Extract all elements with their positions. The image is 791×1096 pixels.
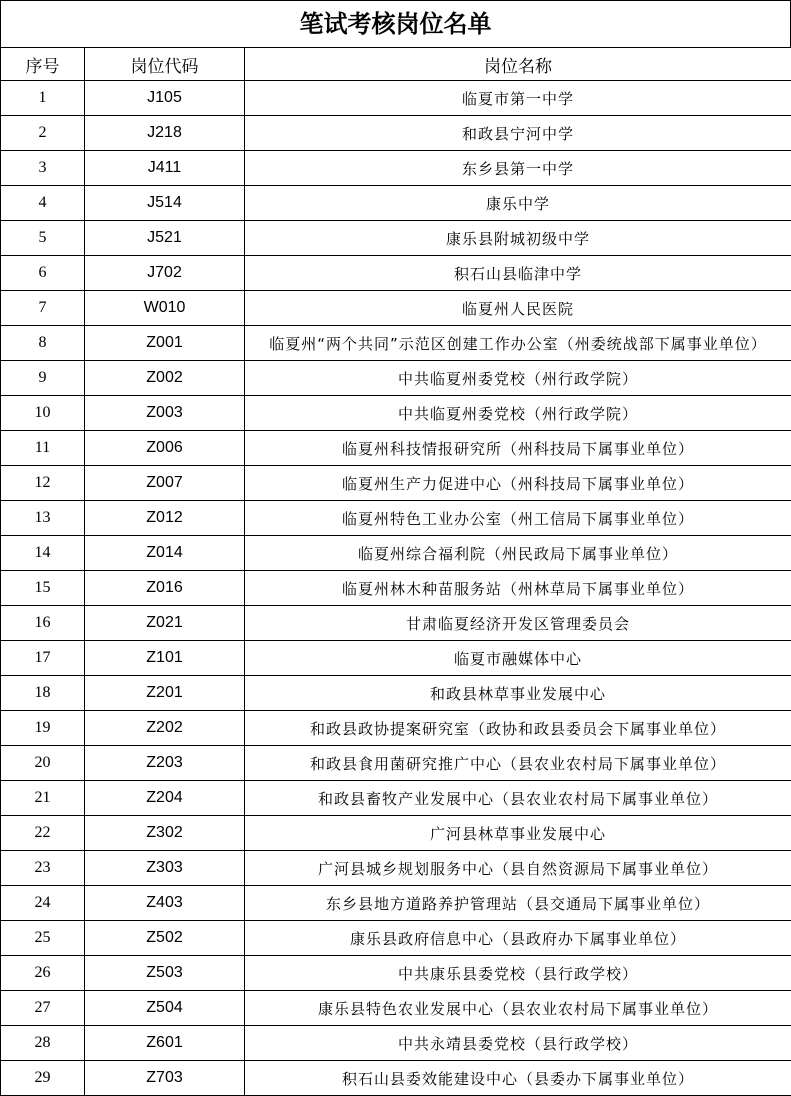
cell-seq: 24: [1, 886, 85, 921]
table-row: [1, 1026, 791, 1061]
cell-code: W010: [85, 291, 245, 326]
cell-seq: 4: [1, 186, 85, 221]
cell-seq: 25: [1, 921, 85, 956]
cell-code: J218: [85, 116, 245, 151]
positions-table: [0, 47, 791, 1096]
table-row: [1, 606, 791, 641]
cell-name: 临夏市融媒体中心: [245, 641, 791, 676]
table-row: [1, 81, 791, 116]
cell-seq: 20: [1, 746, 85, 781]
cell-seq: 5: [1, 221, 85, 256]
cell-name: 广河县林草事业发展中心: [245, 816, 791, 851]
table-row: [1, 956, 791, 991]
table-row: [1, 256, 791, 291]
cell-code: Z703: [85, 1061, 245, 1096]
cell-code: Z201: [85, 676, 245, 711]
cell-seq: 1: [1, 81, 85, 116]
cell-name: 康乐县特色农业发展中心（县农业农村局下属事业单位）: [245, 991, 791, 1026]
table-row: [1, 676, 791, 711]
cell-code: Z012: [85, 501, 245, 536]
cell-name: 临夏州综合福利院（州民政局下属事业单位）: [245, 536, 791, 571]
table-row: [1, 536, 791, 571]
cell-seq: 23: [1, 851, 85, 886]
cell-seq: 9: [1, 361, 85, 396]
cell-name: 临夏州生产力促进中心（州科技局下属事业单位）: [245, 466, 791, 501]
table-row: [1, 431, 791, 466]
cell-seq: 27: [1, 991, 85, 1026]
cell-code: Z303: [85, 851, 245, 886]
cell-name: 康乐中学: [245, 186, 791, 221]
cell-name: 临夏市第一中学: [245, 81, 791, 116]
table-row: [1, 816, 791, 851]
table-row: [1, 116, 791, 151]
cell-code: J411: [85, 151, 245, 186]
cell-seq: 6: [1, 256, 85, 291]
table-row: [1, 221, 791, 256]
cell-name: 临夏州人民医院: [245, 291, 791, 326]
cell-code: Z203: [85, 746, 245, 781]
cell-name: 积石山县临津中学: [245, 256, 791, 291]
cell-name: 中共永靖县委党校（县行政学校）: [245, 1026, 791, 1061]
cell-name: 和政县政协提案研究室（政协和政县委员会下属事业单位）: [245, 711, 791, 746]
cell-seq: 17: [1, 641, 85, 676]
table-row: [1, 501, 791, 536]
header-name: 岗位名称: [245, 48, 791, 81]
table-row: [1, 921, 791, 956]
cell-seq: 7: [1, 291, 85, 326]
cell-name: 中共临夏州委党校（州行政学院）: [245, 361, 791, 396]
table-row: [1, 571, 791, 606]
cell-name: 东乡县第一中学: [245, 151, 791, 186]
cell-code: Z001: [85, 326, 245, 361]
cell-code: Z403: [85, 886, 245, 921]
cell-seq: 29: [1, 1061, 85, 1096]
page-title: 笔试考核岗位名单: [0, 0, 791, 47]
cell-name: 中共康乐县委党校（县行政学校）: [245, 956, 791, 991]
table-row: [1, 396, 791, 431]
cell-code: Z007: [85, 466, 245, 501]
table-row: [1, 291, 791, 326]
cell-code: Z021: [85, 606, 245, 641]
cell-seq: 26: [1, 956, 85, 991]
table-row: [1, 746, 791, 781]
cell-seq: 10: [1, 396, 85, 431]
header-row: [1, 48, 791, 81]
cell-seq: 16: [1, 606, 85, 641]
cell-seq: 15: [1, 571, 85, 606]
table-row: [1, 466, 791, 501]
table-row: [1, 1061, 791, 1096]
cell-code: J521: [85, 221, 245, 256]
cell-name: 和政县林草事业发展中心: [245, 676, 791, 711]
table-row: [1, 186, 791, 221]
cell-code: J514: [85, 186, 245, 221]
cell-name: 康乐县附城初级中学: [245, 221, 791, 256]
cell-name: 东乡县地方道路养护管理站（县交通局下属事业单位）: [245, 886, 791, 921]
cell-name: 和政县宁河中学: [245, 116, 791, 151]
table-row: [1, 711, 791, 746]
table-row: [1, 781, 791, 816]
table-row: [1, 151, 791, 186]
cell-code: Z014: [85, 536, 245, 571]
cell-seq: 21: [1, 781, 85, 816]
cell-seq: 14: [1, 536, 85, 571]
table-row: [1, 641, 791, 676]
cell-seq: 13: [1, 501, 85, 536]
header-seq: 序号: [1, 48, 85, 81]
cell-name: 甘肃临夏经济开发区管理委员会: [245, 606, 791, 641]
cell-code: J702: [85, 256, 245, 291]
cell-code: Z202: [85, 711, 245, 746]
table-row: [1, 886, 791, 921]
cell-code: J105: [85, 81, 245, 116]
cell-seq: 19: [1, 711, 85, 746]
cell-seq: 2: [1, 116, 85, 151]
table-row: [1, 851, 791, 886]
cell-code: Z601: [85, 1026, 245, 1061]
cell-code: Z503: [85, 956, 245, 991]
cell-code: Z204: [85, 781, 245, 816]
cell-name: 临夏州“两个共同”示范区创建工作办公室（州委统战部下属事业单位）: [245, 326, 791, 361]
cell-name: 中共临夏州委党校（州行政学院）: [245, 396, 791, 431]
cell-code: Z502: [85, 921, 245, 956]
header-code: 岗位代码: [85, 48, 245, 81]
table-body: [1, 81, 791, 1096]
cell-seq: 18: [1, 676, 85, 711]
cell-seq: 12: [1, 466, 85, 501]
cell-seq: 3: [1, 151, 85, 186]
cell-code: Z002: [85, 361, 245, 396]
cell-seq: 22: [1, 816, 85, 851]
table-row: [1, 361, 791, 396]
cell-code: Z003: [85, 396, 245, 431]
cell-name: 和政县畜牧产业发展中心（县农业农村局下属事业单位）: [245, 781, 791, 816]
cell-code: Z101: [85, 641, 245, 676]
cell-seq: 8: [1, 326, 85, 361]
cell-name: 临夏州林木种苗服务站（州林草局下属事业单位）: [245, 571, 791, 606]
cell-name: 康乐县政府信息中心（县政府办下属事业单位）: [245, 921, 791, 956]
table-row: [1, 991, 791, 1026]
cell-name: 临夏州特色工业办公室（州工信局下属事业单位）: [245, 501, 791, 536]
cell-code: Z016: [85, 571, 245, 606]
cell-seq: 28: [1, 1026, 85, 1061]
cell-seq: 11: [1, 431, 85, 466]
cell-name: 广河县城乡规划服务中心（县自然资源局下属事业单位）: [245, 851, 791, 886]
cell-code: Z504: [85, 991, 245, 1026]
cell-code: Z006: [85, 431, 245, 466]
cell-name: 积石山县委效能建设中心（县委办下属事业单位）: [245, 1061, 791, 1096]
table-row: [1, 326, 791, 361]
cell-name: 和政县食用菌研究推广中心（县农业农村局下属事业单位）: [245, 746, 791, 781]
cell-code: Z302: [85, 816, 245, 851]
cell-name: 临夏州科技情报研究所（州科技局下属事业单位）: [245, 431, 791, 466]
